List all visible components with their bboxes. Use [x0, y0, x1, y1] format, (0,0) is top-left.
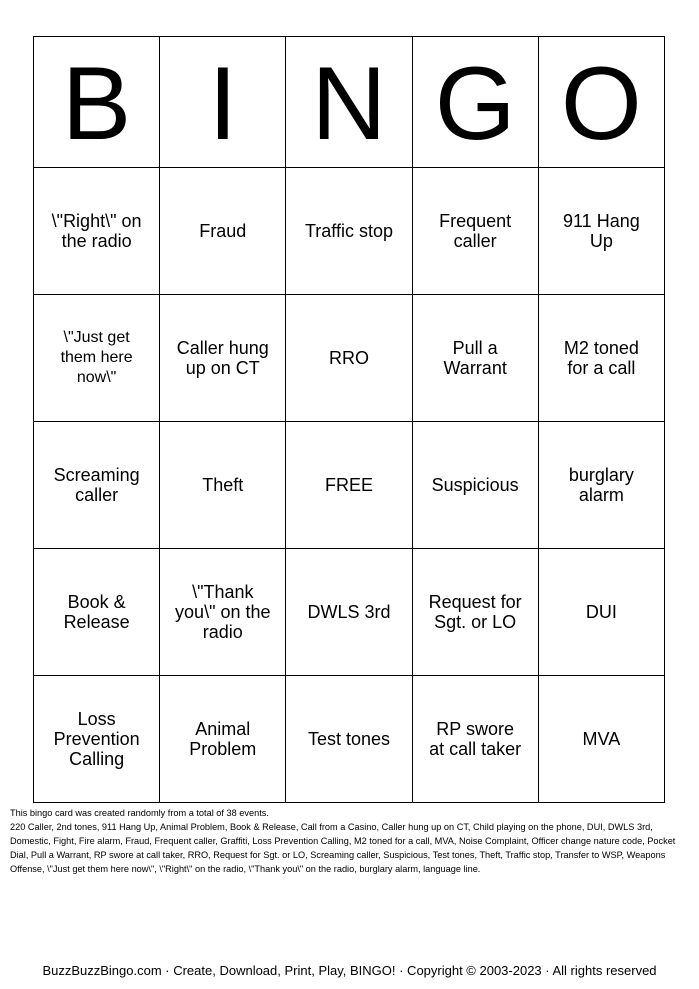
cell-text: Request for Sgt. or LO	[428, 592, 522, 632]
cell-text: Screaming caller	[53, 465, 140, 505]
cell-text: Caller hung up on CT	[176, 338, 269, 378]
bingo-row	[34, 422, 665, 549]
bingo-cell	[412, 295, 538, 422]
bingo-header-row	[34, 37, 665, 168]
bingo-cell	[412, 549, 538, 676]
cell-text: MVA	[582, 729, 621, 749]
bingo-cell	[34, 422, 160, 549]
cell-text: Pull a Warrant	[443, 338, 507, 378]
cell-text: Animal Problem	[189, 719, 257, 759]
cell-text: DUI	[585, 602, 617, 622]
bingo-cell	[412, 422, 538, 549]
bingo-card	[33, 36, 665, 803]
bingo-cell	[160, 422, 286, 549]
bingo-cell	[538, 168, 664, 295]
cell-text: Suspicious	[431, 475, 519, 495]
bingo-row	[34, 676, 665, 803]
bingo-row	[34, 295, 665, 422]
bingo-row	[34, 168, 665, 295]
cell-text: Fraud	[199, 221, 247, 241]
card-info	[10, 806, 690, 876]
cell-text: \"Just get them here now\"	[60, 329, 133, 386]
cell-text: 911 Hang Up	[563, 211, 640, 251]
bingo-cell	[538, 549, 664, 676]
bingo-cell	[286, 295, 412, 422]
header-letter-b: B	[34, 37, 160, 168]
bingo-cell	[286, 168, 412, 295]
card-info-intro: This bingo card was created randomly from a total of 38 events.	[10, 808, 269, 818]
bingo-cell	[34, 676, 160, 803]
bingo-cell	[538, 295, 664, 422]
cell-text: Theft	[202, 475, 244, 495]
cell-text: Book & Release	[63, 592, 130, 632]
bingo-cell	[160, 676, 286, 803]
bingo-cell	[412, 168, 538, 295]
bingo-cell	[538, 676, 664, 803]
cell-text: Traffic stop	[304, 221, 393, 241]
cell-text: \"Right\" on the radio	[51, 211, 142, 251]
header-letter-i: I	[160, 37, 286, 168]
bingo-cell	[160, 549, 286, 676]
header-letter-n: N	[286, 37, 412, 168]
card-info-events: 220 Caller, 2nd tones, 911 Hang Up, Animal Problem, Book & Release, Call from a Casino, Caller hung up on CT, Child playing on the phone, DUI, DWLS 3rd, Domestic, Fight, Fire alarm, Fraud, Frequent caller, Graffiti, Loss Prevention Calling, M2 toned for a call, MVA, Noise Complaint, Officer change nature code, Pocket Dial, Pull a Warrant, RP swore at call taker, RRO, Request for Sgt. or LO, Screaming caller, Suspicious, Test tones, Theft, Traffic stop, Transfer to WSP, Weapons Offense, \"Just get them here now\", \"Right\" on the radio, \"Thank you\" on the radio, burglary alarm, language line.	[10, 822, 676, 874]
bingo-cell	[286, 549, 412, 676]
cell-text: \"Thank you\" on the radio	[175, 582, 271, 642]
header-letter-o: O	[538, 37, 664, 168]
bingo-cell	[34, 295, 160, 422]
cell-text: M2 toned for a call	[563, 338, 639, 378]
bingo-row	[34, 549, 665, 676]
cell-text: RP swore at call taker	[429, 719, 522, 759]
cell-text: FREE	[324, 475, 373, 495]
cell-text: DWLS 3rd	[307, 602, 391, 622]
bingo-cell	[412, 676, 538, 803]
free-space-cell	[286, 422, 412, 549]
cell-text: RRO	[328, 348, 369, 368]
bingo-cell	[34, 549, 160, 676]
cell-text: Frequent caller	[439, 211, 512, 251]
cell-text: Test tones	[307, 729, 390, 749]
header-letter-g: G	[412, 37, 538, 168]
page-footer: BuzzBuzzBingo.com · Create, Download, Print, Play, BINGO! · Copyright © 2003-2023 · All rights reserved	[42, 963, 657, 978]
cell-text: Loss Prevention Calling	[53, 709, 140, 769]
cell-text: burglary alarm	[568, 465, 634, 505]
bingo-cell	[538, 422, 664, 549]
bingo-cell	[286, 676, 412, 803]
bingo-cell	[160, 295, 286, 422]
bingo-cell	[160, 168, 286, 295]
bingo-cell	[34, 168, 160, 295]
